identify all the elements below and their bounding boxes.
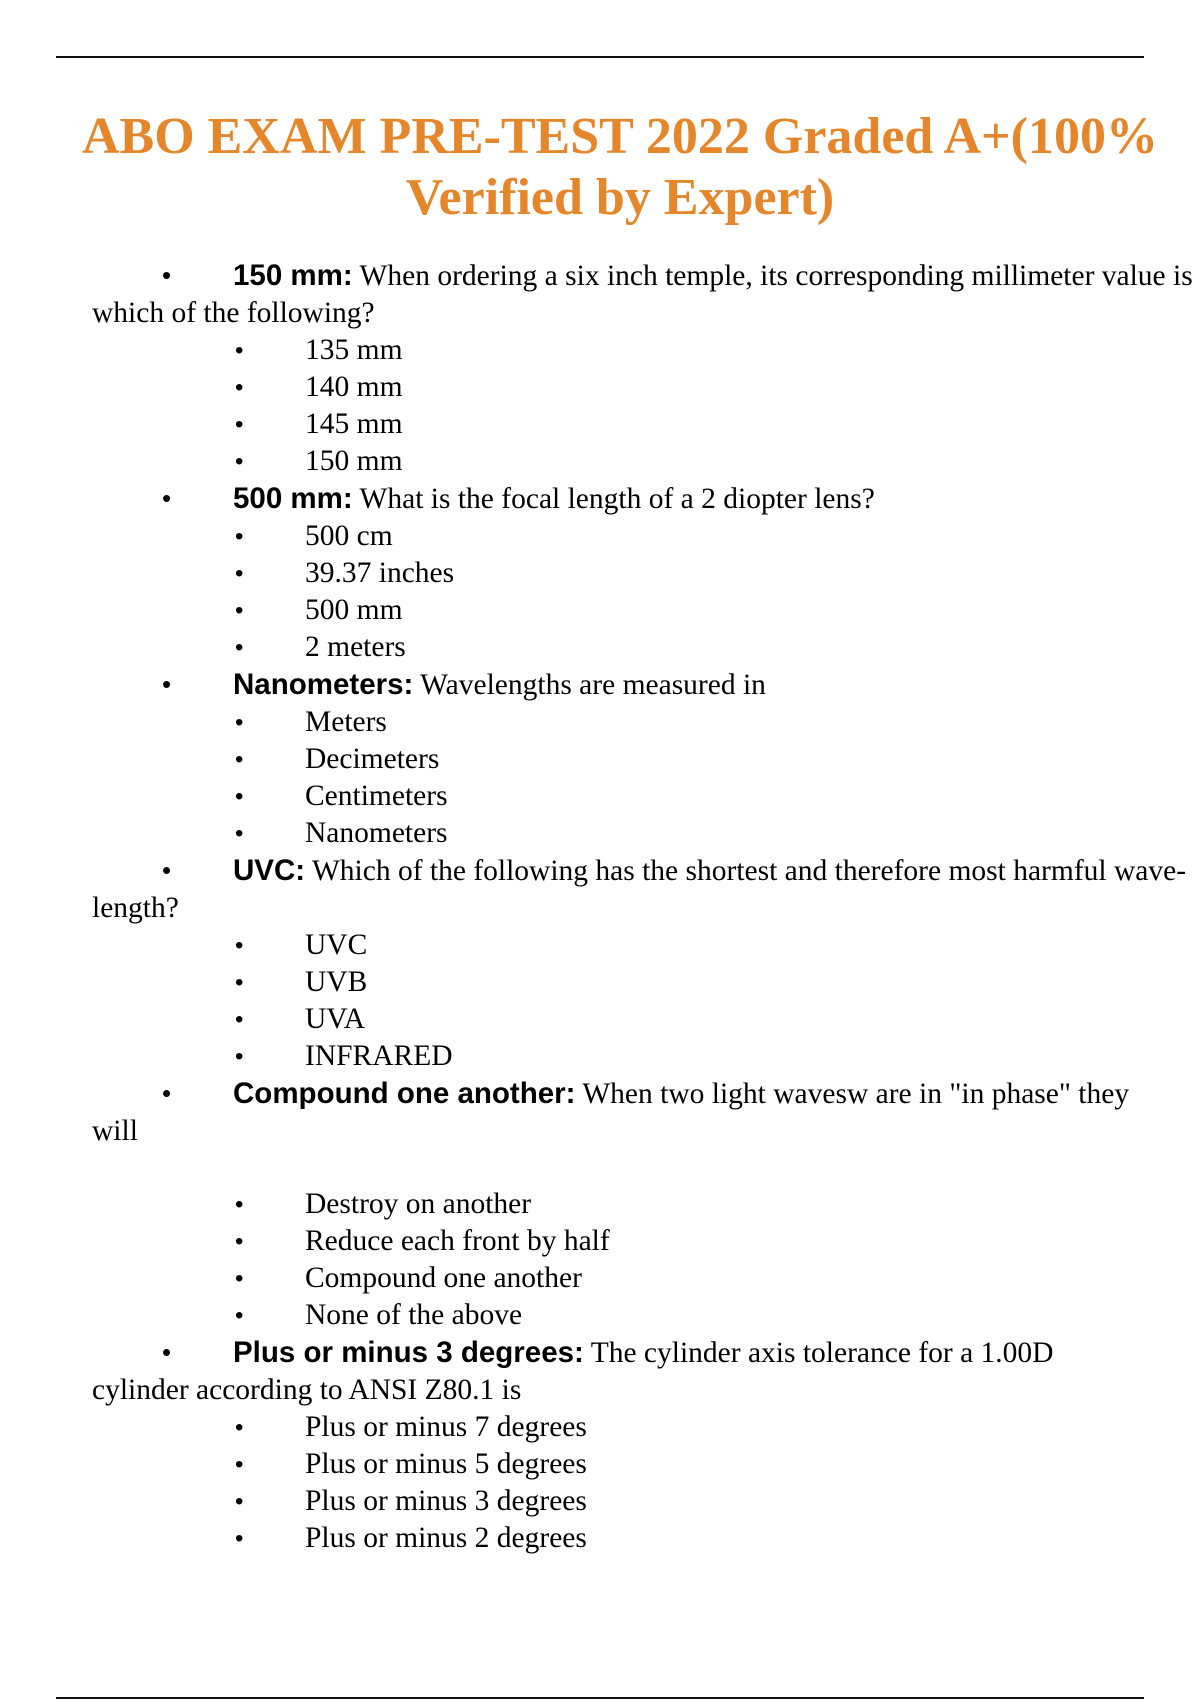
bullet-icon: •	[235, 1414, 244, 1441]
bullet-icon: •	[235, 1228, 244, 1255]
option-text: Destroy on another	[305, 1188, 532, 1220]
bullet-icon: •	[235, 820, 244, 847]
option-item	[92, 369, 1200, 406]
bullet-icon: •	[162, 669, 172, 699]
top-rule	[56, 56, 1144, 58]
question-text: What is the focal length of a 2 diopter lens?	[359, 483, 875, 515]
question-answer: 500 mm:	[233, 482, 353, 515]
bullet-icon: •	[235, 560, 244, 587]
option-item	[92, 704, 1200, 741]
bullet-icon: •	[162, 855, 172, 885]
bullet-icon: •	[235, 709, 244, 736]
option-list	[92, 518, 1200, 666]
bullet-icon: •	[235, 448, 244, 475]
option-item	[92, 1260, 1200, 1297]
option-item	[92, 1446, 1200, 1483]
bullet-icon: •	[235, 783, 244, 810]
option-text: INFRARED	[305, 1040, 453, 1072]
option-text: Reduce each front by half	[305, 1225, 610, 1257]
bullet-icon: •	[162, 260, 172, 290]
bullet-icon: •	[235, 1525, 244, 1552]
option-list	[92, 927, 1200, 1075]
option-item	[92, 1001, 1200, 1038]
option-item	[92, 518, 1200, 555]
bullet-icon: •	[235, 374, 244, 401]
bullet-icon: •	[235, 1006, 244, 1033]
option-text: Plus or minus 3 degrees	[305, 1485, 587, 1517]
bullet-icon: •	[235, 1265, 244, 1292]
document-title-line-2: Verified by Expert)	[405, 169, 835, 226]
spacer	[92, 1150, 1200, 1186]
question-text-continuation: will	[92, 1115, 138, 1147]
option-text: 140 mm	[305, 371, 403, 403]
option-text: None of the above	[305, 1299, 523, 1331]
option-list	[92, 1409, 1200, 1557]
option-text: 135 mm	[305, 334, 403, 366]
document-title	[40, 106, 1200, 228]
question-list	[92, 257, 1200, 1557]
bullet-icon: •	[162, 1337, 172, 1367]
bullet-icon: •	[162, 1078, 172, 1108]
option-item	[92, 592, 1200, 629]
option-text: Compound one another	[305, 1262, 582, 1294]
question-answer: UVC:	[233, 854, 306, 887]
option-item	[92, 1038, 1200, 1075]
option-item	[92, 406, 1200, 443]
bullet-icon: •	[235, 1302, 244, 1329]
option-item	[92, 815, 1200, 852]
option-item	[92, 332, 1200, 369]
bullet-icon: •	[235, 932, 244, 959]
option-item	[92, 555, 1200, 592]
option-text: Plus or minus 7 degrees	[305, 1411, 587, 1443]
question-4	[92, 852, 1200, 927]
option-item	[92, 1186, 1200, 1223]
option-item	[92, 1297, 1200, 1334]
option-text: Meters	[305, 706, 387, 738]
option-item	[92, 1223, 1200, 1260]
option-item	[92, 927, 1200, 964]
question-text: When ordering a six inch temple, its corresponding millimeter value is which of the following?	[92, 260, 1193, 329]
option-item	[92, 1409, 1200, 1446]
option-text: Decimeters	[305, 743, 440, 775]
option-text: Nanometers	[305, 817, 448, 849]
question-1	[92, 257, 1200, 332]
option-text: Plus or minus 5 degrees	[305, 1448, 587, 1480]
bullet-icon: •	[235, 1043, 244, 1070]
question-3	[92, 666, 1200, 704]
option-text: 500 mm	[305, 594, 403, 626]
option-text: 150 mm	[305, 445, 403, 477]
option-list	[92, 1186, 1200, 1334]
option-item	[92, 1483, 1200, 1520]
bullet-icon: •	[235, 597, 244, 624]
option-text: Centimeters	[305, 780, 448, 812]
bullet-icon: •	[235, 1488, 244, 1515]
option-item	[92, 629, 1200, 666]
option-list	[92, 704, 1200, 852]
option-item	[92, 443, 1200, 480]
question-text: Wavelengths are measured in	[420, 669, 766, 701]
question-answer: Compound one another:	[233, 1077, 576, 1110]
question-answer: 150 mm:	[233, 259, 353, 292]
question-text: When two light wavesw are in "in phase" they	[582, 1078, 1130, 1110]
bullet-icon: •	[235, 337, 244, 364]
question-text: The cylinder axis tolerance for a 1.00D cylinder according to ANSI Z80.1 is	[92, 1337, 1054, 1406]
bullet-icon: •	[235, 411, 244, 438]
bullet-icon: •	[235, 1191, 244, 1218]
option-text: UVB	[305, 966, 368, 998]
option-text: 145 mm	[305, 408, 403, 440]
option-item	[92, 741, 1200, 778]
option-text: UVC	[305, 929, 368, 961]
option-text: 500 cm	[305, 520, 393, 552]
bottom-rule	[56, 1697, 1144, 1699]
question-text: Which of the following has the shortest and therefore most harmful wave- length?	[92, 855, 1187, 924]
question-2	[92, 480, 1200, 518]
question-answer: Plus or minus 3 degrees:	[233, 1336, 584, 1369]
bullet-icon: •	[235, 969, 244, 996]
bullet-icon: •	[162, 483, 172, 513]
question-5	[92, 1075, 1200, 1113]
option-text: 2 meters	[305, 631, 406, 663]
bullet-icon: •	[235, 523, 244, 550]
question-6	[92, 1334, 1200, 1409]
bullet-icon: •	[235, 746, 244, 773]
option-item	[92, 964, 1200, 1001]
bullet-icon: •	[235, 1451, 244, 1478]
bullet-icon: •	[235, 634, 244, 661]
option-list	[92, 332, 1200, 480]
document-title-line-1: ABO EXAM PRE-TEST 2022 Graded A+(100%	[82, 108, 1158, 165]
option-item	[92, 778, 1200, 815]
option-text: 39.37 inches	[305, 557, 455, 589]
option-item	[92, 1520, 1200, 1557]
question-answer: Nanometers:	[233, 668, 414, 701]
option-text: UVA	[305, 1003, 366, 1035]
option-text: Plus or minus 2 degrees	[305, 1522, 587, 1554]
